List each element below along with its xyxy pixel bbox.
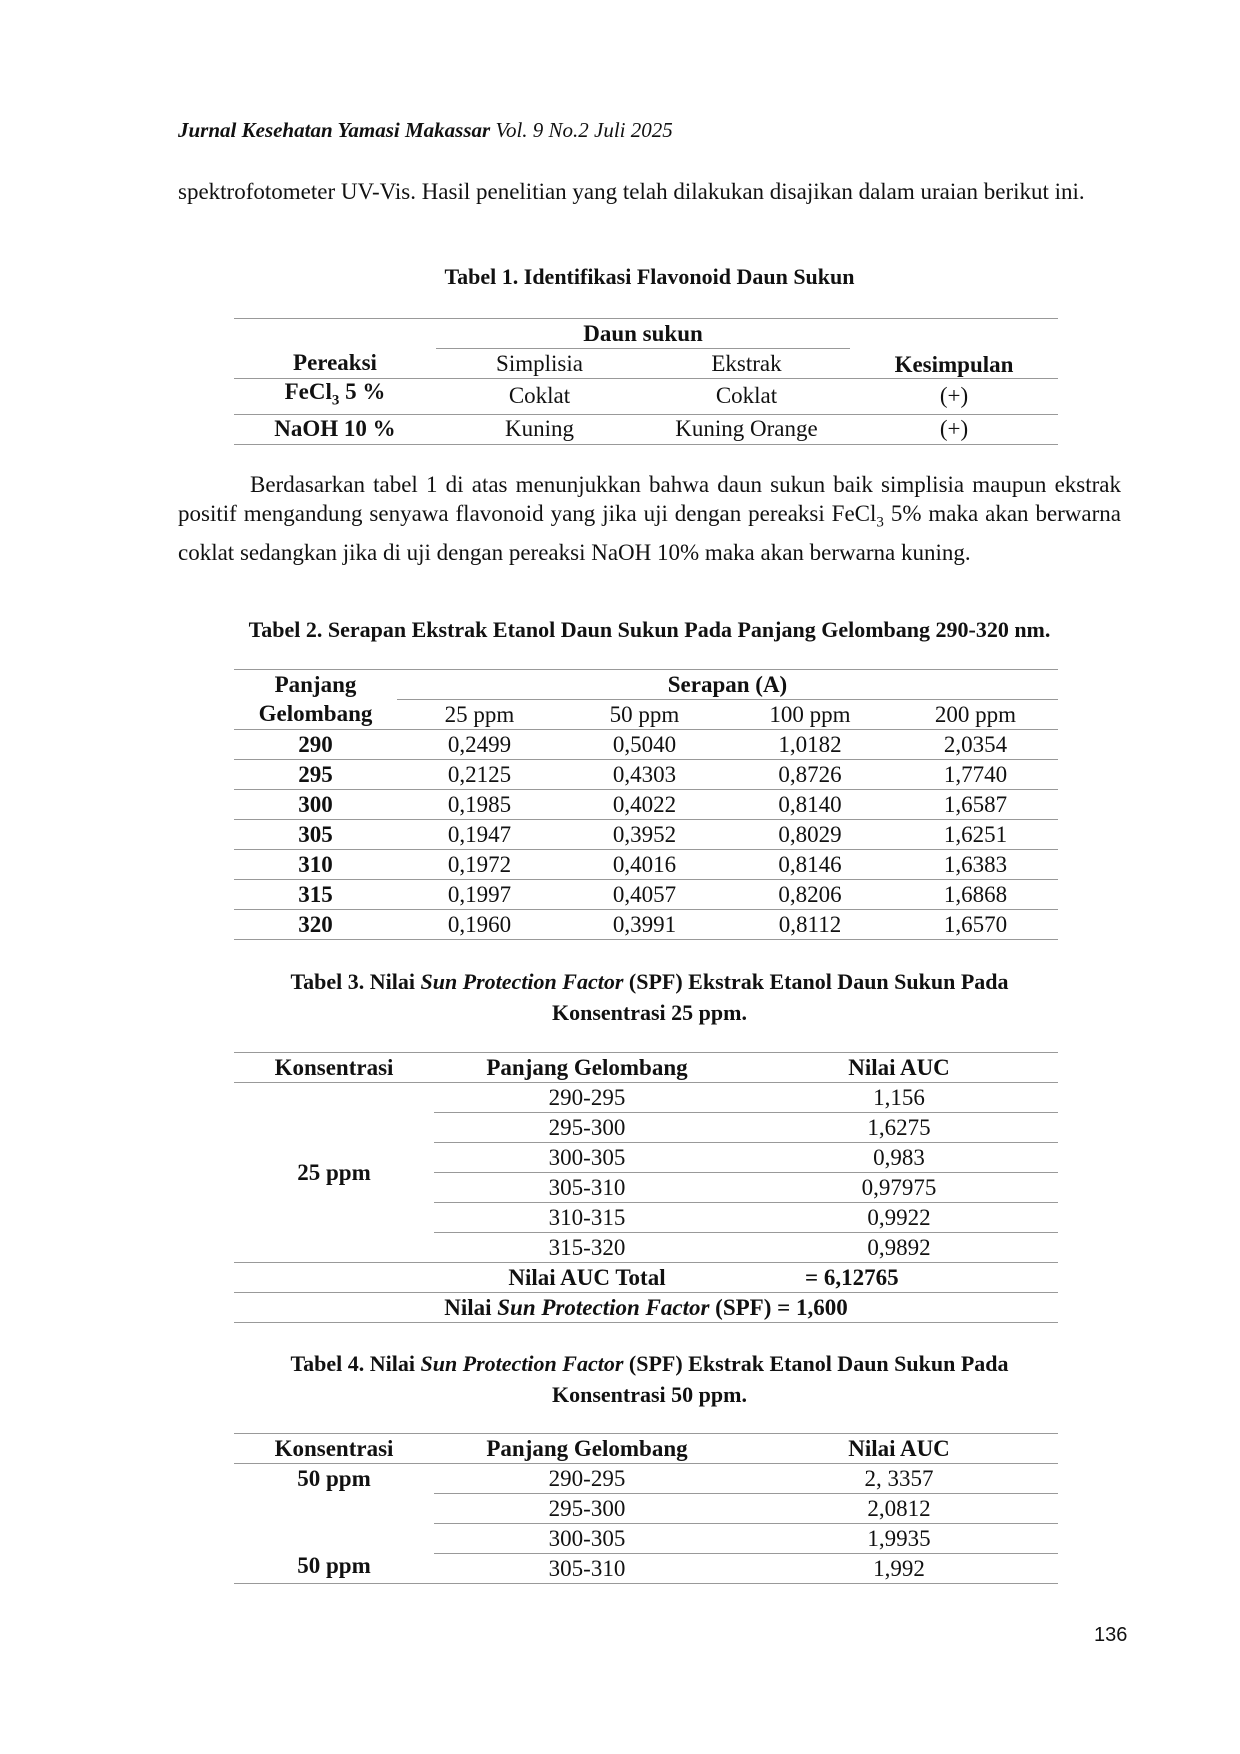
table2-value-cell: 0,1947 [447,821,512,847]
table3-spf-result: Nilai Sun Protection Factor (SPF) = 1,600 [444,1294,848,1320]
table3-col-conc: Konsentrasi [274,1054,394,1080]
table2-wave-cell: 295 [298,761,333,787]
table1-simplisia-cell: Coklat [508,383,571,409]
table1-col-conclusion: Kesimpulan [894,352,1014,377]
table2-value-cell: 0,2125 [447,761,512,787]
table2-value-cell: 0,3952 [612,821,677,847]
table1-col-ekstrak: Ekstrak [711,350,782,376]
table3-caption: Tabel 3. Nilai Sun Protection Factor (SPF) Ekstrak Etanol Daun Sukun Pada Konsentrasi 25 ppm. [290,969,1009,1025]
table2-value-cell: 0,4016 [612,851,677,877]
table2-group-header: Serapan (A) [397,670,1058,700]
table2-col-conc: 50 ppm [609,701,680,727]
table4-caption: Tabel 4. Nilai Sun Protection Factor (SPF) Ekstrak Etanol Daun Sukun Pada Konsentrasi 50 ppm. [290,1351,1009,1407]
table1-conclusion-cell: (+) [939,383,969,409]
table4-range-cell: 300-305 [548,1525,626,1551]
table2-col-wave-line2: Gelombang [258,701,373,727]
table4-auc-cell: 1,9935 [867,1525,931,1551]
table3-col-wave: Panjang Gelombang [486,1054,688,1080]
table1-ekstrak-cell: Coklat [715,383,778,409]
table1-reagent-cell: NaOH 10 % [274,416,396,442]
table-row [234,850,1058,880]
table3-range-cell: 295-300 [548,1114,626,1140]
table2-value-cell: 0,4022 [612,791,677,817]
table2-value-cell: 0,3991 [612,911,677,937]
table2-wave-cell: 300 [298,791,333,817]
table2-value-cell: 0,8029 [778,821,842,847]
table2-value-cell: 2,0354 [943,731,1008,757]
table1-col-simplisia: Simplisia [496,350,583,376]
table2-value-cell: 1,6868 [943,881,1008,907]
table2-col-wave-line1: Panjang [274,671,357,697]
table-row [234,820,1058,850]
table4-concentration-cell [234,1464,434,1584]
table2-wave-cell: 305 [298,821,333,847]
intro-paragraph: spektrofotometer UV-Vis. Hasil penelitian yang telah dilakukan disajikan dalam uraian berikut ini. [178,179,1085,204]
table3 [234,1052,1058,1323]
table3-range-cell: 290-295 [548,1084,626,1110]
table4 [234,1433,1058,1584]
table2-value-cell: 0,8726 [778,761,842,787]
table1 [234,318,1058,445]
table4-auc-cell: 2, 3357 [864,1465,934,1491]
table4-range-cell: 295-300 [548,1495,626,1521]
table2-col-conc: 25 ppm [444,701,515,727]
table4-range-cell: 290-295 [548,1465,626,1491]
table-row [234,414,1058,444]
table2-value-cell: 1,6383 [943,851,1008,877]
table1-ekstrak-cell: Kuning Orange [675,416,818,442]
table-row [234,790,1058,820]
table2-caption: Tabel 2. Serapan Ekstrak Etanol Daun Sukun Pada Panjang Gelombang 290-320 nm. [248,617,1051,642]
table3-total-label: Nilai AUC Total [508,1264,666,1290]
table2-value-cell: 0,4303 [612,761,677,787]
table2-value-cell: 0,1960 [447,911,512,937]
table2-value-cell: 0,1997 [447,881,512,907]
table2-wave-cell: 315 [298,881,333,907]
table4-concentration-top: 50 ppm [297,1466,371,1491]
table-row [234,379,1058,415]
table-row [234,730,1058,760]
table4-col-wave: Panjang Gelombang [486,1435,688,1461]
table4-range-cell: 305-310 [548,1555,626,1581]
table2 [234,669,1058,940]
table2-value-cell: 1,6251 [943,821,1008,847]
table4-concentration-bottom: 50 ppm [297,1553,371,1578]
table2-value-cell: 0,8206 [778,881,842,907]
table2-value-cell: 0,4057 [612,881,677,907]
table3-auc-cell: 1,6275 [867,1114,931,1140]
table2-wave-cell: 290 [298,731,333,757]
discussion-paragraph: Berdasarkan tabel 1 di atas menunjukkan bahwa daun sukun baik simplisia maupun ekstrak positif mengandung senyawa flavonoid yang jika uji dengan pereaksi FeCl$_3$ 5% maka akan berwarna coklat sedangkan jika di uji dengan pereaksi NaOH 10% maka akan berwarna kuning. [178,472,1121,565]
table3-range-cell: 305-310 [548,1174,626,1200]
table3-auc-cell: 0,97975 [861,1174,937,1200]
table2-value-cell: 0,8140 [778,791,842,817]
table2-col-conc: 100 ppm [769,701,851,727]
table3-range-cell: 315-320 [548,1234,626,1260]
table2-value-cell: 0,8112 [778,911,842,937]
table1-reagent-cell: FeCl$_3$ 5 % [284,379,386,409]
table3-concentration-cell: 25 ppm [297,1159,371,1185]
table2-value-cell: 0,8146 [778,851,842,877]
table2-value-cell: 1,6587 [943,791,1008,817]
table-row [234,760,1058,790]
table1-group-header: Daun sukun [436,319,850,349]
page-number: 136 [1094,1624,1128,1646]
table2-wave-cell: 310 [298,851,333,877]
table3-auc-cell: 0,9922 [867,1204,931,1230]
table3-auc-cell: 0,9892 [867,1234,931,1260]
table3-range-cell: 310-315 [548,1204,626,1230]
table3-col-auc: Nilai AUC [848,1054,950,1080]
table4-auc-cell: 1,992 [873,1555,925,1581]
table2-value-cell: 1,7740 [943,761,1008,787]
table4-col-conc: Konsentrasi [274,1435,394,1461]
table3-auc-cell: 0,983 [873,1144,925,1170]
table2-value-cell: 0,1972 [447,851,512,877]
journal-issue: Vol. 9 No.2 Juli 2025 [495,118,673,142]
table1-caption: Tabel 1. Identifikasi Flavonoid Daun Sukun [444,264,855,289]
table2-value-cell: 0,5040 [612,731,677,757]
table4-auc-cell: 2,0812 [867,1495,931,1521]
table2-col-conc: 200 ppm [934,701,1017,727]
table3-range-cell: 300-305 [548,1144,626,1170]
table1-col-reagent: Pereaksi [293,350,377,376]
table3-total-value: = 6,12765 [805,1264,899,1290]
journal-name: Jurnal Kesehatan Yamasi Makassar [178,118,491,142]
table-row [234,880,1058,910]
table2-value-cell: 0,1985 [447,791,512,817]
table-row [234,1464,1058,1494]
table4-col-auc: Nilai AUC [848,1435,950,1461]
table2-value-cell: 1,0182 [778,731,842,757]
table-row [234,910,1058,940]
table-row [234,1083,1058,1113]
table2-value-cell: 1,6570 [943,911,1008,937]
table1-simplisia-cell: Kuning [505,416,574,442]
table1-conclusion-cell: (+) [939,416,969,442]
table3-auc-cell: 1,156 [873,1084,925,1110]
table2-wave-cell: 320 [298,911,333,937]
running-header [178,118,673,143]
table2-value-cell: 0,2499 [447,731,512,757]
